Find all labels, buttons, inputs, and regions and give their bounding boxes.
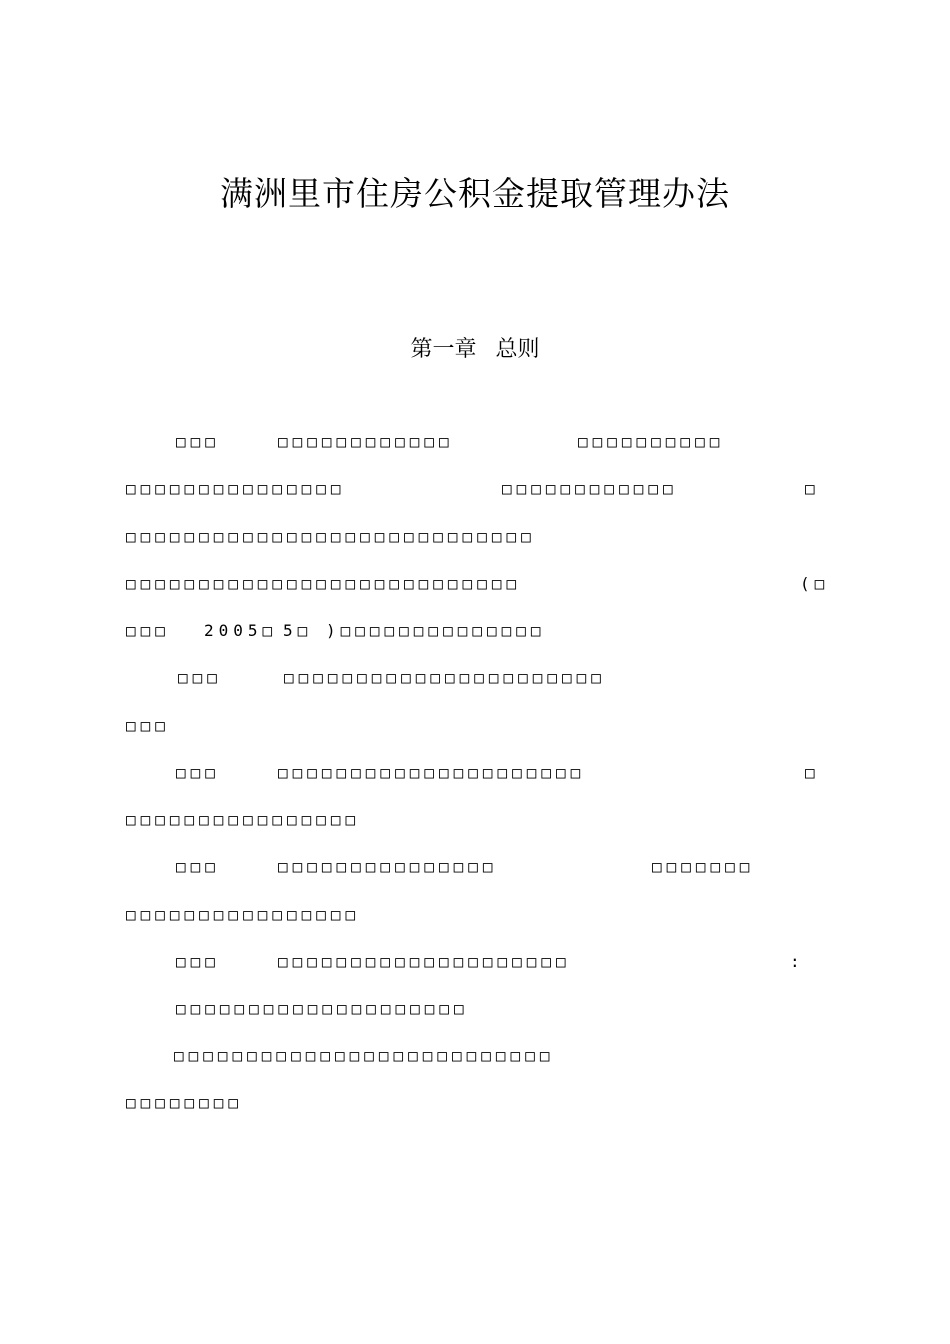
text-segment: □□□□□□□	[652, 857, 755, 876]
text-segment: □□□□□□□□□□□□□□□□□□□□	[278, 952, 571, 971]
text-segment: □□□□□□□□□□□□	[502, 479, 678, 498]
chapter-name: 总则	[495, 337, 540, 362]
text-segment: 2005□	[204, 621, 278, 640]
text-segment: □□□□□□□□□□□□□□□□□□□□	[176, 999, 469, 1018]
text-segment: )□□□□□□□□□□□□□□	[326, 621, 546, 640]
text-segment: □	[805, 763, 820, 782]
document-title: 满洲里市住房公积金提取管理办法	[220, 174, 730, 213]
text-segment: □□□□□□□□□□□□□□□□□□□□□□□□□□□	[126, 574, 522, 593]
text-segment: □□□	[176, 952, 220, 971]
chapter-number: 第一章	[410, 337, 477, 362]
text-segment: □□□□□□□□□□□□□□□□□□□□□□	[284, 668, 606, 687]
text-segment: □	[805, 479, 820, 498]
text-segment: 5□	[283, 621, 313, 640]
text-segment: □□□□□□□□□□□□□□□□	[126, 810, 361, 829]
text-segment: □□□□□□□□□□□□□□□□□□□□□	[278, 763, 586, 782]
text-segment: □□□	[176, 857, 220, 876]
text-segment: □□□□□□□□□□□□	[278, 432, 454, 451]
text-segment: □□□	[178, 668, 222, 687]
text-segment: □□□□□□□□□□□□□□□□□□□□□□□□□□	[174, 1046, 555, 1065]
text-segment: □□□□□□□□□□□□□□□□□□□□□□□□□□□□	[126, 527, 536, 546]
chapter-heading	[0, 332, 950, 363]
text-segment: □□□□□□□□	[126, 1093, 244, 1112]
text-segment: □□□	[176, 763, 220, 782]
text-segment: □□□□□□□□□□□□□□□	[126, 479, 346, 498]
text-segment: □□□	[126, 716, 170, 735]
text-segment: □□□□□□□□□□□□□□□	[278, 857, 498, 876]
text-segment: □□□□□□□□□□	[578, 432, 725, 451]
text-segment: □□□□□□□□□□□□□□□□	[126, 905, 361, 924]
text-segment: :	[790, 952, 805, 971]
text-segment: (□	[800, 574, 830, 593]
text-segment: □□□	[176, 432, 220, 451]
text-segment: □□□	[126, 621, 170, 640]
